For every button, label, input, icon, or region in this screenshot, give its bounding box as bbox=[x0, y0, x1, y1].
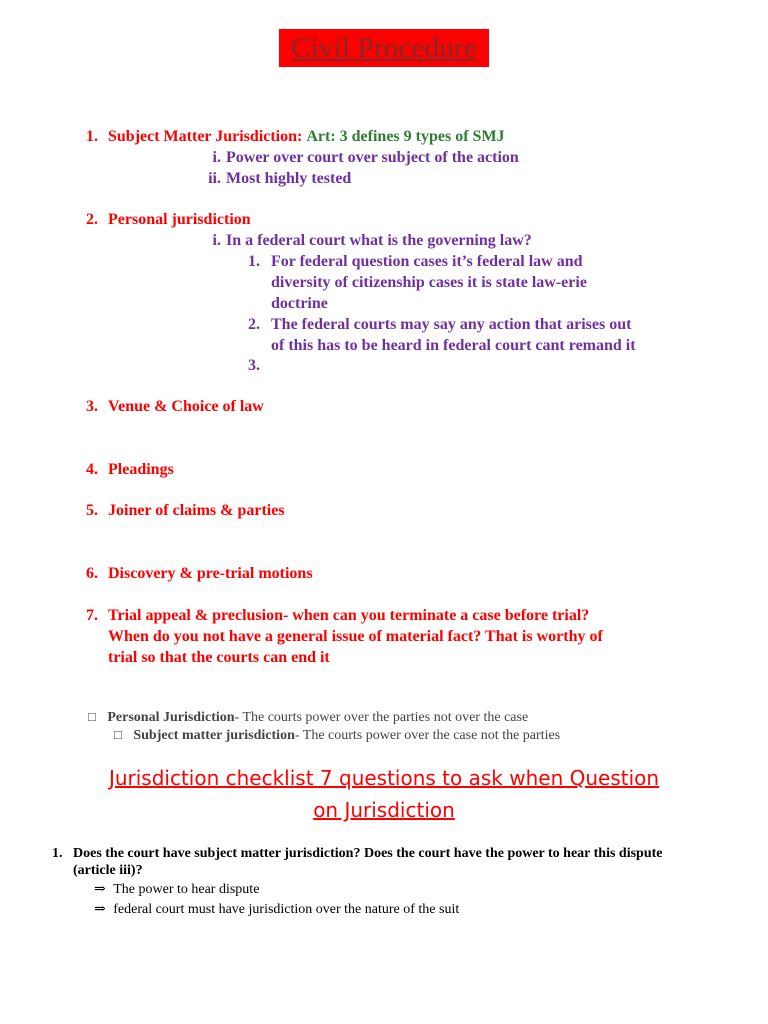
arrow-item-text: The power to hear dispute bbox=[113, 882, 260, 897]
item-number: 3. bbox=[86, 398, 98, 415]
title-banner bbox=[279, 29, 489, 67]
sub-number: i. bbox=[212, 149, 221, 166]
implies-arrow-icon: ⇒ bbox=[94, 882, 106, 897]
item-label: Personal jurisdiction bbox=[108, 211, 251, 228]
item-number: 6. bbox=[86, 565, 98, 582]
section-heading-cont: on Jurisdiction bbox=[313, 798, 455, 822]
definition-term: Subject matter jurisdiction bbox=[133, 728, 295, 743]
sub-item-text: Power over court over subject of the action bbox=[226, 149, 519, 166]
point-text: The federal courts may say any action that arises out bbox=[271, 316, 632, 333]
definition-text: - The courts power over the case not the parties bbox=[294, 728, 561, 743]
outline-item-6 bbox=[86, 563, 313, 584]
item-text: Trial appeal & preclusion- when can you terminate a case before trial? bbox=[108, 607, 590, 624]
point-number: 1. bbox=[248, 253, 260, 270]
arrow-item bbox=[94, 881, 259, 898]
question-number: 1. bbox=[52, 846, 63, 861]
question-text: (article iii)? bbox=[73, 863, 143, 878]
point-number: 3. bbox=[248, 357, 260, 374]
item-number: 2. bbox=[86, 211, 98, 228]
point-text: of this has to be heard in federal court cant remand it bbox=[271, 337, 636, 354]
item-label: Pleadings bbox=[108, 461, 174, 478]
point-text: diversity of citizenship cases it is state law-erie bbox=[271, 274, 587, 291]
item-number: 1. bbox=[86, 128, 98, 145]
outline-item-2 bbox=[86, 209, 251, 230]
outline-item-1 bbox=[86, 126, 505, 147]
question-text: Does the court have subject matter jurisdiction? Does the court have the power to hear this dispute bbox=[73, 846, 663, 861]
arrow-item-text: federal court must have jurisdiction over the nature of the suit bbox=[113, 902, 460, 917]
outline-item-3 bbox=[86, 396, 264, 417]
checkbox-bullet-icon: □ bbox=[114, 727, 122, 742]
section-heading: Jurisdiction checklist 7 questions to ask when Question bbox=[108, 766, 660, 790]
definition-text: - The courts power over the parties not over the case bbox=[234, 710, 529, 725]
checkbox-bullet-icon: □ bbox=[88, 709, 96, 724]
page-title: Civil Procedure bbox=[291, 32, 477, 64]
sub-number: i. bbox=[212, 232, 221, 249]
item-label: Venue & Choice of law bbox=[108, 398, 264, 415]
item-text: trial so that the courts can end it bbox=[108, 649, 330, 666]
item-label: Discovery & pre-trial motions bbox=[108, 565, 313, 582]
point-number: 2. bbox=[248, 316, 260, 333]
sub-item-text: In a federal court what is the governing law? bbox=[226, 232, 532, 249]
implies-arrow-icon: ⇒ bbox=[94, 902, 106, 917]
outline-item-4 bbox=[86, 459, 174, 480]
item-number: 5. bbox=[86, 502, 98, 519]
item-note: Art: 3 defines 9 types of SMJ bbox=[306, 128, 505, 145]
sub-item-text: Most highly tested bbox=[226, 170, 352, 187]
outline-item-5 bbox=[86, 500, 285, 521]
point-text: For federal question cases it’s federal law and bbox=[271, 253, 583, 270]
item-text: When do you not have a general issue of material fact? That is worthy of bbox=[108, 628, 603, 645]
item-label: Joiner of claims & parties bbox=[108, 502, 285, 519]
item-number: 7. bbox=[86, 607, 98, 624]
sub-number: ii. bbox=[208, 170, 221, 187]
definition-item bbox=[114, 726, 560, 745]
point-text: doctrine bbox=[271, 295, 328, 312]
item-number: 4. bbox=[86, 461, 98, 478]
definition-term: Personal Jurisdiction bbox=[107, 710, 235, 725]
item-label: Subject Matter Jurisdiction: bbox=[108, 128, 303, 145]
arrow-item bbox=[94, 901, 459, 918]
definition-item bbox=[88, 708, 528, 727]
